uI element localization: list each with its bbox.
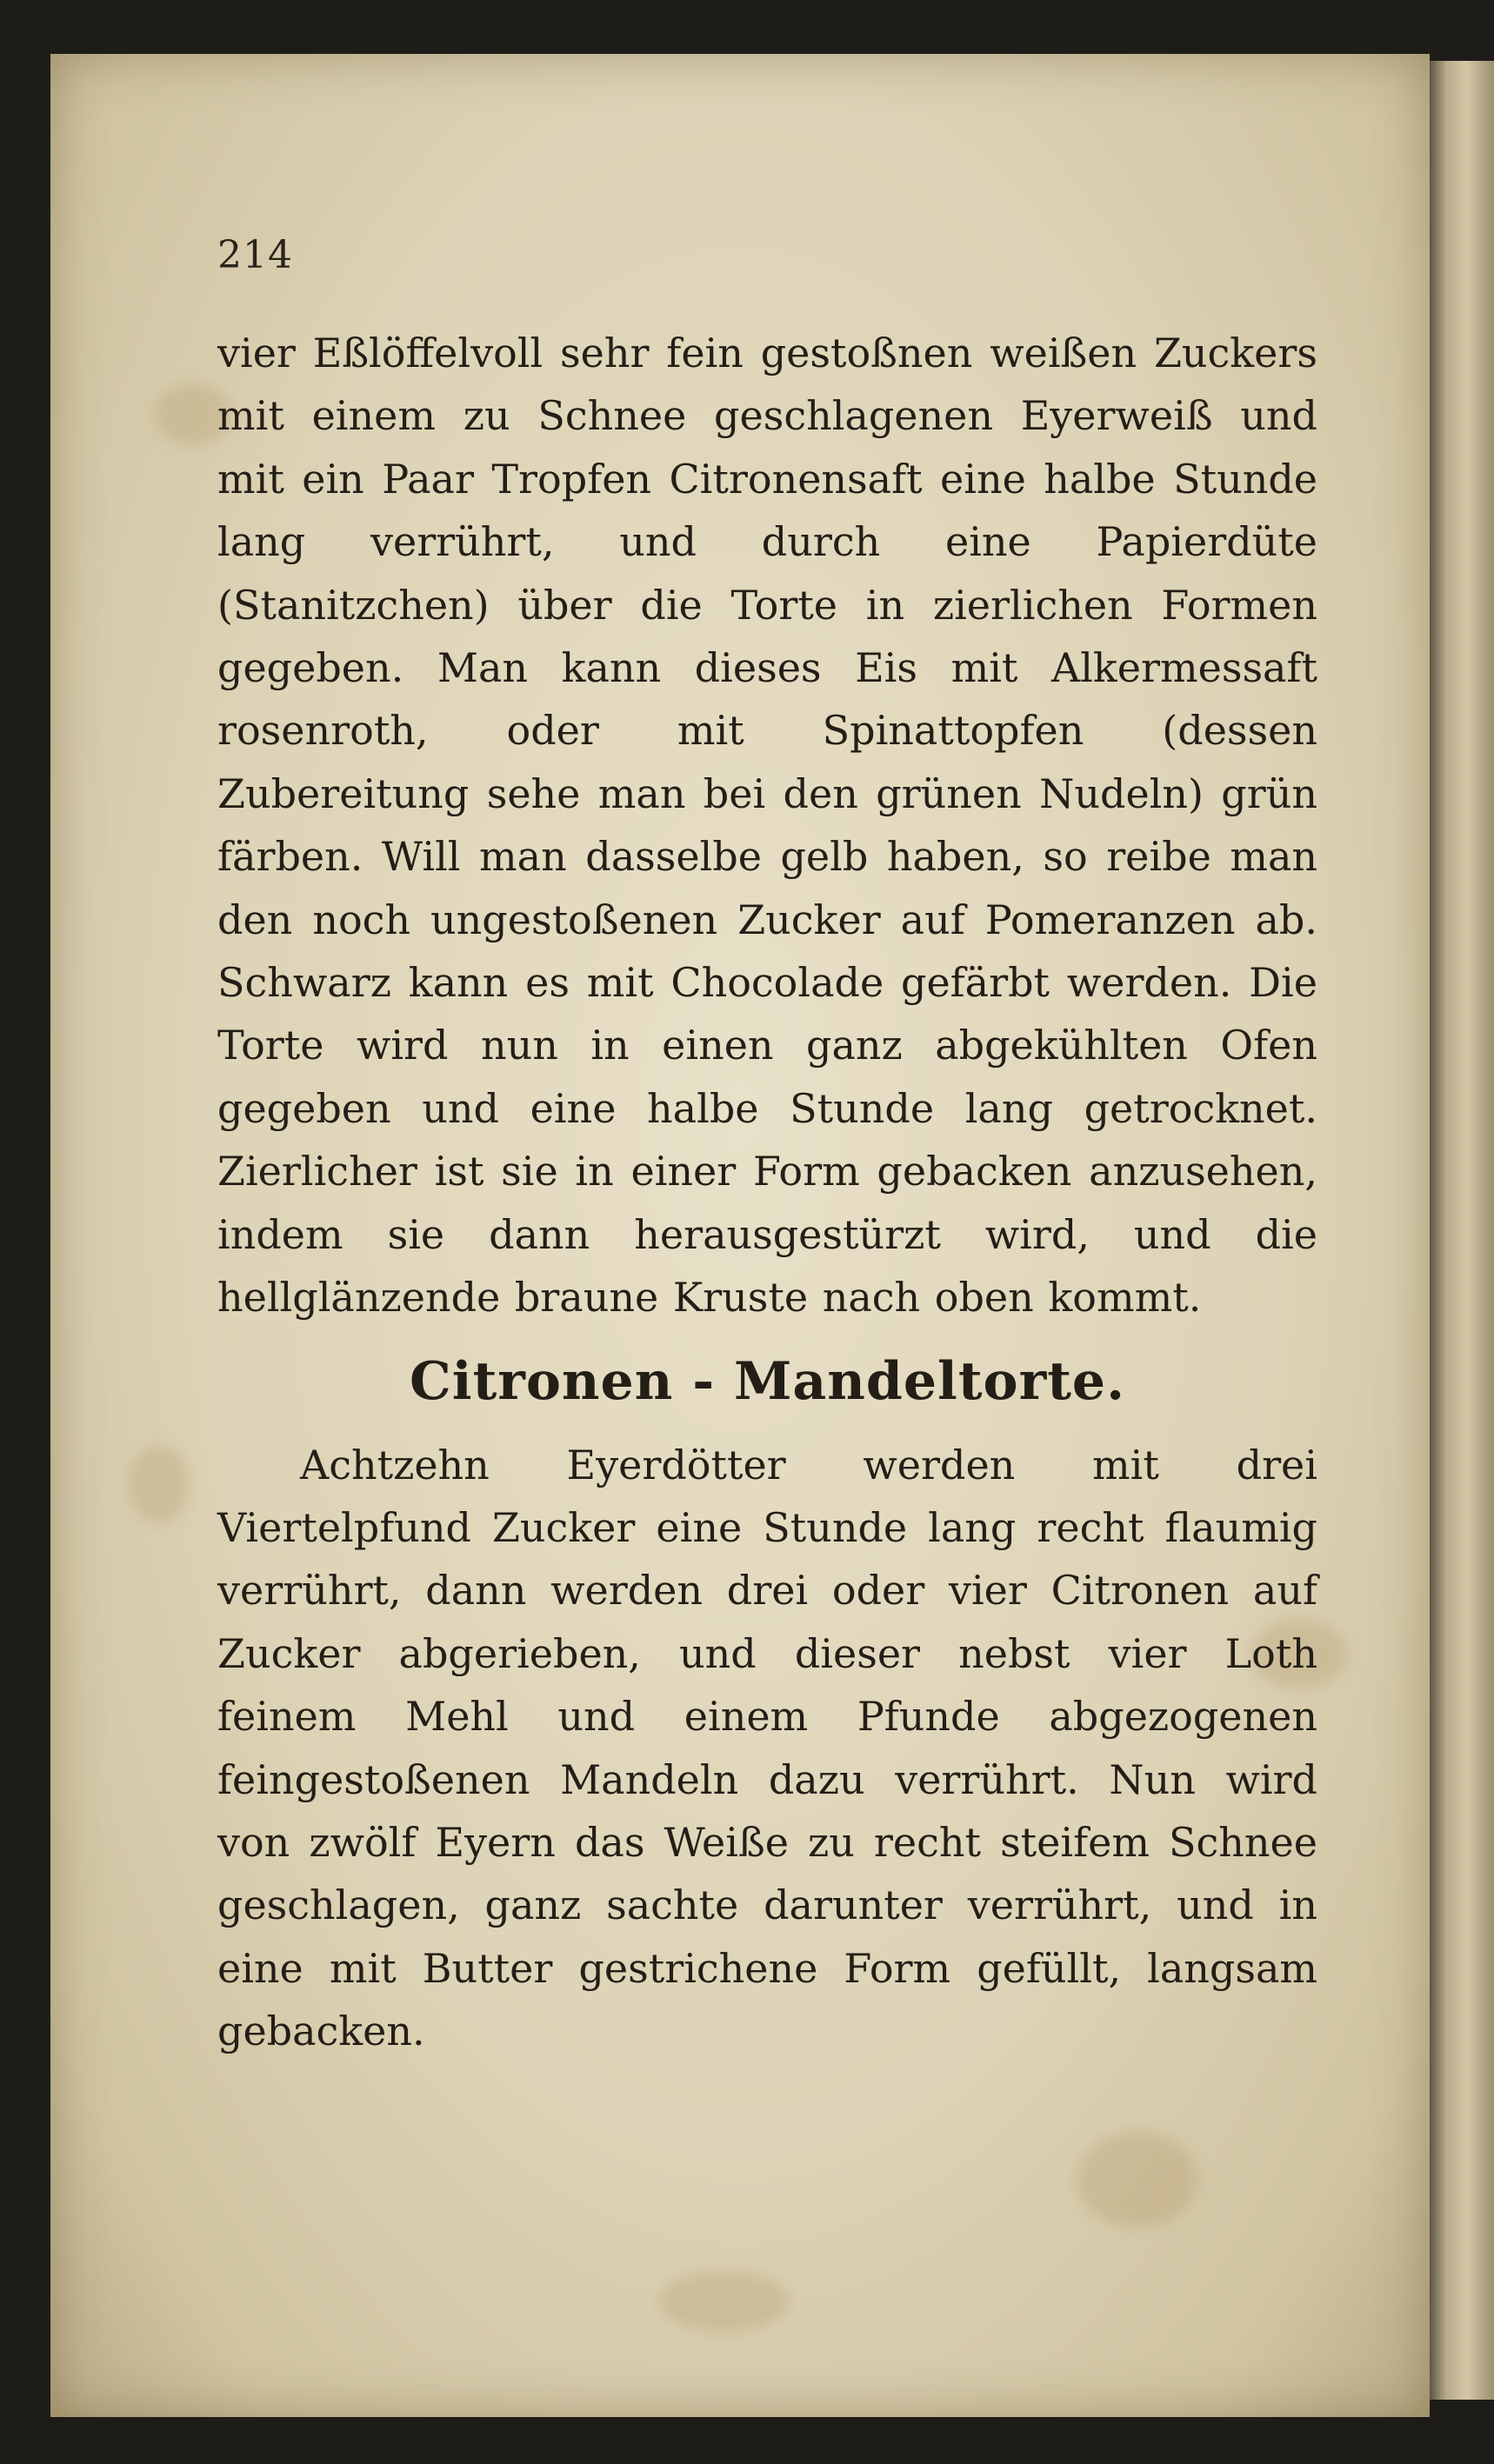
page-number: 214 <box>217 233 293 277</box>
recipe-title: Citronen - Mandeltorte. <box>410 1350 1125 1412</box>
paper-stain <box>659 2271 790 2332</box>
page-text <box>217 322 1317 2063</box>
paper-stain <box>1077 2132 1198 2228</box>
paper-stain <box>129 1445 190 1523</box>
recipe-paragraph: Achtzehn Eyerdötter werden mit drei Viertelpfund Zucker eine Stunde lang recht flaumig verrührt, dann werden drei oder vier Citronen auf Zucker abgerieben, und dieser nebst vier Loth feinem Mehl und einem Pfunde abgezogenen feingestoßenen Mandeln dazu verrührt. Nun wird von zwölf Eyern das Weiße zu recht steifem Schnee geschlagen, ganz sachte darunter verrührt, und in eine mit Butter gestrichene Form gefüllt, langsam gebacken. <box>217 1441 1317 2055</box>
continued-paragraph: vier Eßlöffelvoll sehr fein gestoßnen weißen Zuckers mit einem zu Schnee geschlagenen Eyerweiß und mit ein Paar Tropfen Citronensaft eine halbe Stunde lang verrührt, und durch eine Papierdüte (Stanitzchen) über die Torte in zierlichen Formen gegeben. Man kann dieses Eis mit Alkermessaft rosenroth, oder mit Spinattopfen (dessen Zubereitung sehe man bei den grünen Nudeln) grün färben. Will man dasselbe gelb haben, so reibe man den noch ungestoßenen Zucker auf Pomeranzen ab. Schwarz kann es mit Chocolade gefärbt werden. Die Torte wird nun in einen ganz abgekühlten Ofen gegeben und eine halbe Stunde lang getrocknet. Zierlicher ist sie in einer Form gebacken anzusehen, indem sie dann herausgestürzt wird, und die hellglänzende braune Kruste nach oben kommt. <box>217 330 1317 1322</box>
book-page-edge <box>1426 61 1494 2400</box>
